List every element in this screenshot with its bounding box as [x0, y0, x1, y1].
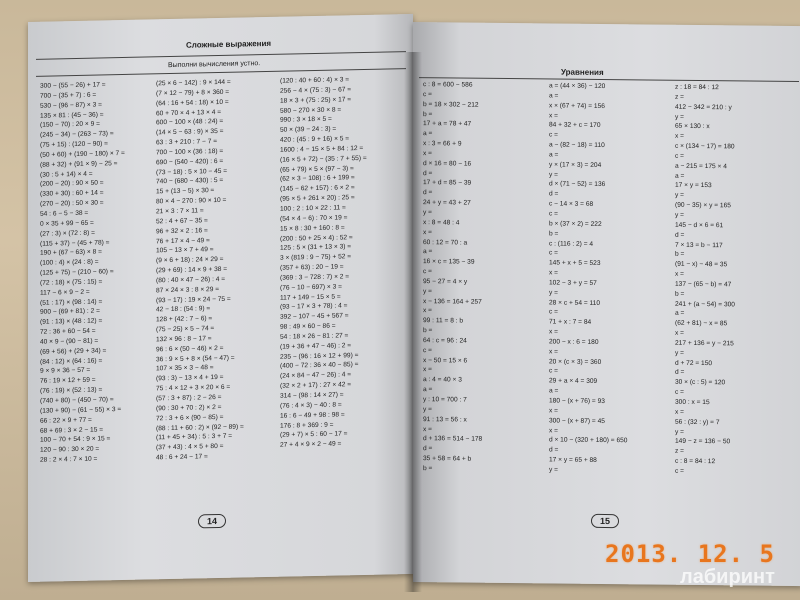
expression-line: (88 : 11 + 60 : 2) × (92 − 89) = — [156, 423, 244, 432]
expression-line: 117 + 149 − 15 × 5 = — [280, 293, 341, 302]
equation-line: a = — [549, 92, 559, 100]
equation-line: 180 − (x + 76) = 93 — [549, 397, 605, 406]
expression-line: (330 + 30) : 60 + 14 = — [40, 189, 104, 199]
expression-line: (29 + 7) × 5 : 60 − 17 = — [280, 430, 348, 440]
equation-line: 84 + 32 + c = 170 — [549, 121, 601, 130]
equation-line: c : (116 : 2) = 4 — [549, 239, 594, 248]
equation-line: y = — [675, 192, 684, 200]
expression-line: 314 − (98 : 14 × 27) = — [280, 391, 344, 400]
expression-line: 27 + 4 × 9 × 2 − 49 = — [280, 440, 342, 449]
expression-line: (91 : 13) × (48 : 12) = — [40, 317, 103, 326]
equation-line: b = — [423, 465, 433, 473]
expression-line: (72 : 18) × (75 : 15) = — [40, 278, 103, 287]
equation-line: x = — [423, 150, 432, 158]
equations-column-2 — [549, 81, 627, 476]
equation-line: d = — [549, 190, 559, 198]
equation-line: 200 − x : 6 = 180 — [549, 338, 599, 346]
equation-line: 56 : (32 : y) = 7 — [675, 418, 720, 426]
expression-line: 100 : 2 : 10 × 22 : 11 = — [280, 204, 346, 213]
expression-line: (125 + 75) − (210 − 60) = — [40, 268, 114, 277]
expression-line: (75 − 25) × 5 − 74 = — [156, 325, 215, 334]
equation-line: d = — [675, 369, 685, 377]
equation-line: d = — [423, 189, 433, 197]
expression-line: 740 − (680 − 430) : 5 = — [156, 177, 224, 186]
equation-line: x = — [423, 307, 432, 315]
equation-line: d = — [675, 231, 685, 239]
expression-line: (30 : 5 + 14) × 4 = — [40, 170, 93, 179]
equation-line: d = — [549, 446, 559, 454]
equation-line: c = — [549, 131, 558, 139]
expression-line: 125 : 5 × (31 + 13 × 3) = — [280, 243, 352, 253]
equation-line: b = — [549, 230, 559, 238]
expression-line: (88 + 32) + (91 × 9) − 25 = — [40, 159, 118, 169]
expression-line: 72 : 3 + 6 × (90 − 85) = — [156, 413, 224, 423]
equation-line: a : 4 = 40 × 3 — [423, 376, 462, 384]
expression-line: 98 : 49 × 60 − 86 = — [280, 322, 336, 331]
equation-line: 149 − z = 136 − 50 — [675, 438, 731, 446]
expression-line: 176 : 8 + 369 : 9 = — [280, 421, 334, 430]
expression-line: 68 + 69 : 3 × 2 − 15 = — [40, 425, 104, 435]
expression-line: (16 × 5 + 72) − (35 : 7 + 55) = — [280, 154, 367, 164]
expression-line: (245 − 34) − (263 − 73) = — [40, 130, 114, 139]
page-number: 15 — [591, 514, 619, 528]
expression-line: 75 : 4 × 12 + 3 × 20 × 6 = — [156, 383, 231, 393]
watermark-logo: лабиринт — [680, 566, 775, 588]
equation-line: y = — [549, 466, 558, 474]
expression-line: 18 × 3 + (75 : 25) × 17 = — [280, 95, 352, 105]
expression-line: 9 × 9 × 36 − 57 = — [40, 367, 91, 376]
expression-line: (32 × 2 + 17) : 27 × 42 = — [280, 381, 352, 390]
expression-line: 54 : 18 × 26 − 81 : 27 = — [280, 332, 349, 341]
expression-line: 120 − 90 : 30 × 20 = — [40, 445, 100, 454]
expression-line: 15 × 8 : 30 + 160 : 8 = — [280, 224, 345, 233]
equation-line: 17 + d = 85 − 39 — [423, 179, 472, 188]
expression-line: (62 × 3 − 108) : 6 + 199 = — [280, 174, 355, 184]
expression-line: 256 − 4 × (75 : 3) − 67 = — [280, 86, 352, 95]
expression-line: (90 : 30 + 70 : 2) × 2 = — [156, 403, 222, 413]
equation-line: x = — [549, 407, 558, 415]
expression-line: 40 × 9 − (90 − 81) = — [40, 337, 99, 346]
equation-line: 300 : x = 15 — [675, 398, 710, 407]
expression-line: (7 × 12 − 79) + 8 × 360 = — [156, 88, 230, 98]
equation-line: c − 14 × 3 = 68 — [549, 200, 594, 209]
equation-line: a = — [423, 248, 433, 256]
expressions-column-2 — [156, 77, 244, 463]
equation-line: z = — [675, 93, 684, 101]
expression-line: 54 : 6 − 5 − 38 = — [40, 209, 89, 218]
equation-line: x × (67 + 74) = 156 — [549, 102, 605, 110]
equation-line: a − (82 − 18) = 110 — [549, 141, 605, 150]
equation-line: a = — [549, 387, 559, 395]
equation-line: y × (17 × 3) = 204 — [549, 161, 602, 169]
expression-line: (130 + 90) − (61 − 55) × 3 = — [40, 405, 122, 415]
equation-line: x = — [549, 111, 558, 120]
expression-line: 76 : 19 × 12 + 59 = — [40, 376, 96, 386]
expression-line: (200 − 20) : 90 × 50 = — [40, 179, 104, 189]
expression-line: (73 − 18) : 5 × 10 − 45 = — [156, 167, 228, 176]
expression-line: 52 : 4 + 67 − 35 = — [156, 217, 208, 226]
equation-line: 91 : 13 = 56 : x — [423, 415, 467, 424]
expression-line: 100 − 70 + 54 : 9 × 15 = — [40, 435, 111, 445]
expression-line: 132 × 96 : 8 − 17 = — [156, 335, 212, 344]
expression-line: (51 : 17) × (98 : 14) = — [40, 298, 103, 307]
expression-line: (100 : 4) × (24 : 8) = — [40, 258, 99, 267]
right-page — [413, 22, 800, 586]
expression-line: 0 × 35 + 99 − 65 = — [40, 219, 94, 228]
expression-line: (19 + 36 + 47 − 46) : 2 = — [280, 342, 352, 351]
expression-line: 87 × 24 × 3 : 8 × 29 = — [156, 285, 220, 295]
equation-line: x = — [675, 270, 684, 278]
expression-line: (369 : 3 − 728 : 7) × 2 = — [280, 273, 350, 282]
equation-line: z : 18 = 84 : 12 — [675, 83, 719, 92]
expression-line: 990 : 3 × 18 × 5 = — [280, 116, 332, 125]
expression-line: 690 − (540 − 420) : 6 = — [156, 157, 224, 167]
expression-line: (400 − 72 : 36 × 40 − 85) = — [280, 361, 359, 371]
expression-line: (65 + 79) × 5 × (97 − 3) = — [280, 164, 354, 174]
equation-line: 20 × (c × 3) = 360 — [549, 358, 602, 366]
equation-line: 64 : c = 96 : 24 — [423, 337, 467, 345]
expression-line: (76 − 10 − 697) × 3 = — [280, 283, 342, 292]
left-page — [28, 14, 413, 582]
expression-line: 700 − 100 × (36 : 18) = — [156, 147, 224, 157]
expression-line: (93 : 3) − 13 × 4 + 19 = — [156, 374, 224, 383]
equation-line: (90 − 35) × y = 165 — [675, 201, 731, 210]
expression-line: 580 − 270 × 30 × 8 = — [280, 105, 342, 115]
expression-line: 96 + 32 × 2 : 16 = — [156, 226, 208, 235]
equation-line: 241 + (a − 54) = 300 — [675, 300, 735, 308]
equation-line: b = — [675, 251, 685, 259]
expression-line: 66 : 22 × 9 + 77 = — [40, 416, 92, 425]
equation-line: y = — [675, 211, 684, 219]
expression-line: 117 − 6 × 9 − 2 = — [40, 288, 90, 297]
equation-line: x = — [423, 228, 432, 236]
equation-line: x = — [549, 426, 558, 435]
equation-line: 16 × c = 135 − 39 — [423, 258, 475, 266]
equation-line: (91 − x) − 48 = 35 — [675, 260, 728, 269]
equation-line: 145 − d × 6 = 61 — [675, 221, 724, 230]
equation-line: b = — [675, 290, 685, 298]
equations-column-1 — [423, 80, 482, 474]
equation-line: d × 16 = 80 − 16 — [423, 159, 472, 168]
expression-line: (76 : 19) × (52 : 13) = — [40, 386, 103, 395]
equation-line: c = — [675, 152, 684, 160]
expression-line: (76 : 4 × 3) − 40 : 8 = — [280, 401, 342, 410]
equations-column-3 — [675, 83, 735, 477]
expression-line: 135 × 81 : (45 − 36) = — [40, 110, 104, 120]
expression-line: (25 × 6 − 142) : 9 × 144 = — [156, 78, 231, 88]
expression-line: 530 − (96 − 87) × 3 = — [40, 101, 102, 110]
equation-line: x = — [675, 408, 684, 416]
expression-line: (145 − 62 + 157) : 6 × 2 = — [280, 184, 355, 194]
expression-line: 235 − (96 : 16 × 12 + 99) = — [280, 351, 359, 361]
equation-line: 217 + 136 = y − 215 — [675, 339, 734, 348]
equation-line: y = — [675, 349, 684, 357]
expression-line: (357 + 63) : 20 − 19 = — [280, 263, 344, 272]
expression-line: 76 + 17 × 4 − 49 = — [156, 236, 210, 245]
equation-line: x = — [423, 366, 432, 374]
equation-line: 412 − 342 = 210 : y — [675, 103, 732, 112]
equation-line: c : 8 = 84 : 12 — [675, 457, 716, 466]
equation-line: x = — [675, 329, 684, 337]
equation-line: c : 8 = 600 − 586 — [423, 81, 473, 89]
equation-line: 300 − (x + 87) = 45 — [549, 417, 605, 425]
expressions-column-3 — [280, 75, 367, 451]
expression-line: 600 − 100 × (48 : 24) = — [156, 118, 224, 127]
equation-line: d × (71 − 52) = 136 — [549, 180, 606, 189]
equation-line: 102 − 3 + y = 57 — [549, 279, 597, 287]
expression-line: 15 + (13 − 5) × 30 = — [156, 187, 215, 196]
equation-line: b = 18 × 302 − 212 — [423, 100, 479, 109]
expression-line: 21 × 3 : 7 × 11 = — [156, 207, 204, 216]
equation-line: a = — [675, 310, 685, 318]
page-number: 14 — [198, 514, 226, 529]
equation-line: x = — [423, 425, 432, 433]
equation-line: y = — [423, 287, 432, 295]
expression-line: (93 − 17) : 19 × 24 − 75 = — [156, 295, 231, 304]
equation-line: 17 × y = 65 + 88 — [549, 456, 597, 464]
equation-line: 30 × (c : 5) = 120 — [675, 379, 726, 387]
instruction-text: Выполни вычисления устно. — [168, 60, 261, 70]
equation-line: 65 × 130 : x — [675, 123, 710, 131]
equation-line: 35 + 58 = 64 + b — [423, 455, 472, 463]
equation-line: c = — [423, 268, 432, 276]
expression-line: (270 − 20) : 50 × 30 = — [40, 199, 104, 208]
equation-line: y = — [423, 405, 432, 414]
date-stamp: 2013. 12. 5 — [605, 540, 775, 568]
equation-line: y = — [423, 209, 432, 217]
equation-line: 95 − 27 = 4 × y — [423, 277, 468, 286]
expression-line: (64 : 16 + 54 : 18) × 10 = — [156, 98, 229, 108]
equation-line: y = — [549, 171, 558, 179]
page-title: Сложные выражения — [186, 38, 272, 50]
equation-line: c = — [675, 388, 684, 396]
equation-line: y : 10 = 700 : 7 — [423, 396, 467, 404]
expression-line: (14 × 5 − 63 : 9) × 35 = — [156, 128, 224, 137]
expression-line: (37 + 43) : 4 × 5 + 80 = — [156, 443, 224, 452]
equation-line: a = — [423, 386, 433, 394]
equation-line: d + 72 = 150 — [675, 359, 713, 367]
equation-line: a = — [423, 130, 433, 138]
equation-line: y = — [549, 289, 558, 297]
expression-line: 36 : 9 × 5 + 8 × (54 − 47) = — [156, 354, 235, 363]
equation-line: d = — [423, 169, 433, 177]
expression-line: (120 : 40 + 60 : 4) × 3 = — [280, 76, 350, 85]
equation-line: x = — [549, 328, 558, 336]
page-title: Уравнения — [561, 67, 604, 77]
equation-line: y = — [675, 113, 684, 121]
equation-line: b × (37 × 2) = 222 — [549, 220, 602, 228]
expression-line: 420 : (45 : 9 + 16) × 5 = — [280, 135, 350, 144]
expression-line: (95 × 5 + 261 × 20) : 25 = — [280, 194, 355, 203]
equation-line: 99 : 11 = 8 : b — [423, 317, 464, 325]
equation-line: x : 3 = 66 + 9 — [423, 140, 462, 148]
equation-line: x − 136 = 164 + 257 — [423, 297, 482, 306]
equation-line: 71 + x : 7 = 84 — [549, 318, 592, 327]
expression-line: 700 − (35 + 7) : 6 = — [40, 91, 97, 100]
equation-line: d = — [423, 445, 433, 453]
equation-line: c = — [549, 249, 558, 257]
expression-line: 1600 : 4 − 15 × 5 + 84 : 12 = — [280, 144, 364, 154]
expression-line: 28 : 2 × 4 : 7 × 10 = — [40, 455, 98, 464]
equation-line: c = — [423, 346, 432, 354]
equation-line: b = — [423, 110, 433, 118]
equation-line: c = — [675, 467, 684, 475]
expression-line: (54 × 4 − 6) : 70 × 19 = — [280, 214, 348, 223]
expression-line: (75 + 15) : (120 − 90) = — [40, 140, 108, 149]
equation-line: 7 × 13 = b − 117 — [675, 241, 723, 249]
equation-line: 17 + a = 78 + 47 — [423, 120, 472, 128]
equation-line: x = — [675, 132, 684, 141]
equation-line: 17 × y = 153 — [675, 182, 712, 190]
expression-line: 72 : 36 + 60 − 54 = — [40, 327, 96, 336]
equation-line: c = — [549, 367, 558, 375]
expression-line: 80 × 4 − 270 : 90 × 10 = — [156, 196, 227, 206]
expression-line: 50 × (39 − 24 : 3) = — [280, 125, 337, 134]
expression-line: (57 : 3 + 87) : 2 − 26 = — [156, 393, 222, 403]
equation-line: b = — [423, 327, 433, 335]
equation-line: c = — [549, 308, 558, 316]
equation-line: x − 50 = 15 × 6 — [423, 356, 468, 365]
expression-line: (84 : 12) × (64 : 16) = — [40, 357, 103, 366]
expression-line: 63 : 3 + 210 : 7 − 7 = — [156, 138, 218, 147]
expressions-column-1 — [40, 80, 125, 466]
expression-line: 42 − 18 : (54 : 9) = — [156, 305, 211, 314]
equation-line: a = — [549, 151, 559, 159]
expression-line: (200 : 50 + 25 × 4) : 52 = — [280, 233, 353, 243]
expression-line: 107 × 35 × 3 − 48 = — [156, 364, 214, 373]
equation-line: 137 − (65 − b) = 47 — [675, 280, 732, 289]
equation-line: 29 + a × 4 = 309 — [549, 377, 598, 386]
expression-line: (29 + 69) : 14 × 9 + 38 = — [156, 265, 228, 275]
equation-line: d × 10 − (320 + 180) = 650 — [549, 436, 628, 445]
equation-line: x : 8 = 48 : 4 — [423, 218, 460, 227]
equation-line: x = — [549, 348, 558, 356]
expression-line: 128 + (42 : 7 − 6) = — [156, 315, 213, 324]
expression-line: (11 + 45 + 34) : 5 : 3 + 7 = — [156, 433, 233, 442]
expression-line: 3 × (819 : 9 − 75) + 52 = — [280, 253, 352, 262]
expression-line: 60 + 70 × 4 + 13 × 4 = — [156, 108, 222, 117]
equation-line: c = — [549, 210, 558, 218]
expression-line: (740 + 80) − (450 − 70) = — [40, 396, 114, 405]
expression-line: 105 − 13 × 7 + 49 = — [156, 246, 214, 255]
expression-line: (115 + 37) − (45 + 78) = — [40, 238, 110, 248]
expression-line: (50 + 60) + (190 − 180) × 7 = — [40, 149, 125, 159]
book-gutter — [404, 52, 422, 592]
equation-line: y = — [675, 428, 684, 436]
equation-line: a = (44 × 36) − 120 — [549, 82, 606, 91]
equation-line: c × (134 − 17) = 180 — [675, 142, 735, 151]
equation-line: c = — [423, 90, 432, 99]
equation-line: z = — [675, 447, 684, 456]
open-workbook — [28, 22, 800, 600]
equation-line: 28 × c + 54 = 110 — [549, 298, 601, 307]
equation-line: a − 215 = 175 × 4 — [675, 162, 727, 171]
expression-line: 96 : 6 × (50 − 46) × 2 = — [156, 344, 224, 354]
expression-line: 900 − (69 + 81) : 2 = — [40, 307, 100, 317]
expression-line: (80 : 40 × 47 − 26) : 4 = — [156, 275, 226, 285]
expression-line: (9 × 6 + 18) : 24 × 29 = — [156, 256, 224, 265]
equation-line: 24 + y = 43 + 27 — [423, 199, 471, 207]
expression-line: 16 : 6 − 49 + 98 : 98 = — [280, 411, 345, 420]
expression-line: (69 + 56) + (29 + 34) = — [40, 347, 107, 356]
equation-line: 145 + x + 5 = 523 — [549, 259, 601, 268]
expression-line: 48 : 6 + 24 − 17 = — [156, 453, 208, 462]
expression-line: (93 − 17 × 3 + 78) : 4 = — [280, 302, 348, 312]
divider — [36, 51, 406, 60]
expression-line: 300 − (55 − 26) + 17 = — [40, 81, 106, 90]
equation-line: (62 + 81) − x = 85 — [675, 319, 728, 328]
equation-line: 60 : 12 = 70 : a — [423, 238, 468, 247]
expression-line: (27 : 3) × (72 : 8) = — [40, 229, 95, 238]
equation-line: x = — [549, 269, 558, 277]
equation-line: d + 136 = 514 − 178 — [423, 435, 483, 444]
equation-line: a = — [675, 172, 685, 180]
expression-line: (150 − 70) : 20 × 9 = — [40, 120, 100, 130]
expression-line: 392 − 107 − 45 + 567 = — [280, 312, 349, 321]
expression-line: (24 × 84 − 47 − 26) : 4 = — [280, 371, 352, 381]
expression-line: 190 + (67 − 63) × 8 = — [40, 248, 102, 258]
